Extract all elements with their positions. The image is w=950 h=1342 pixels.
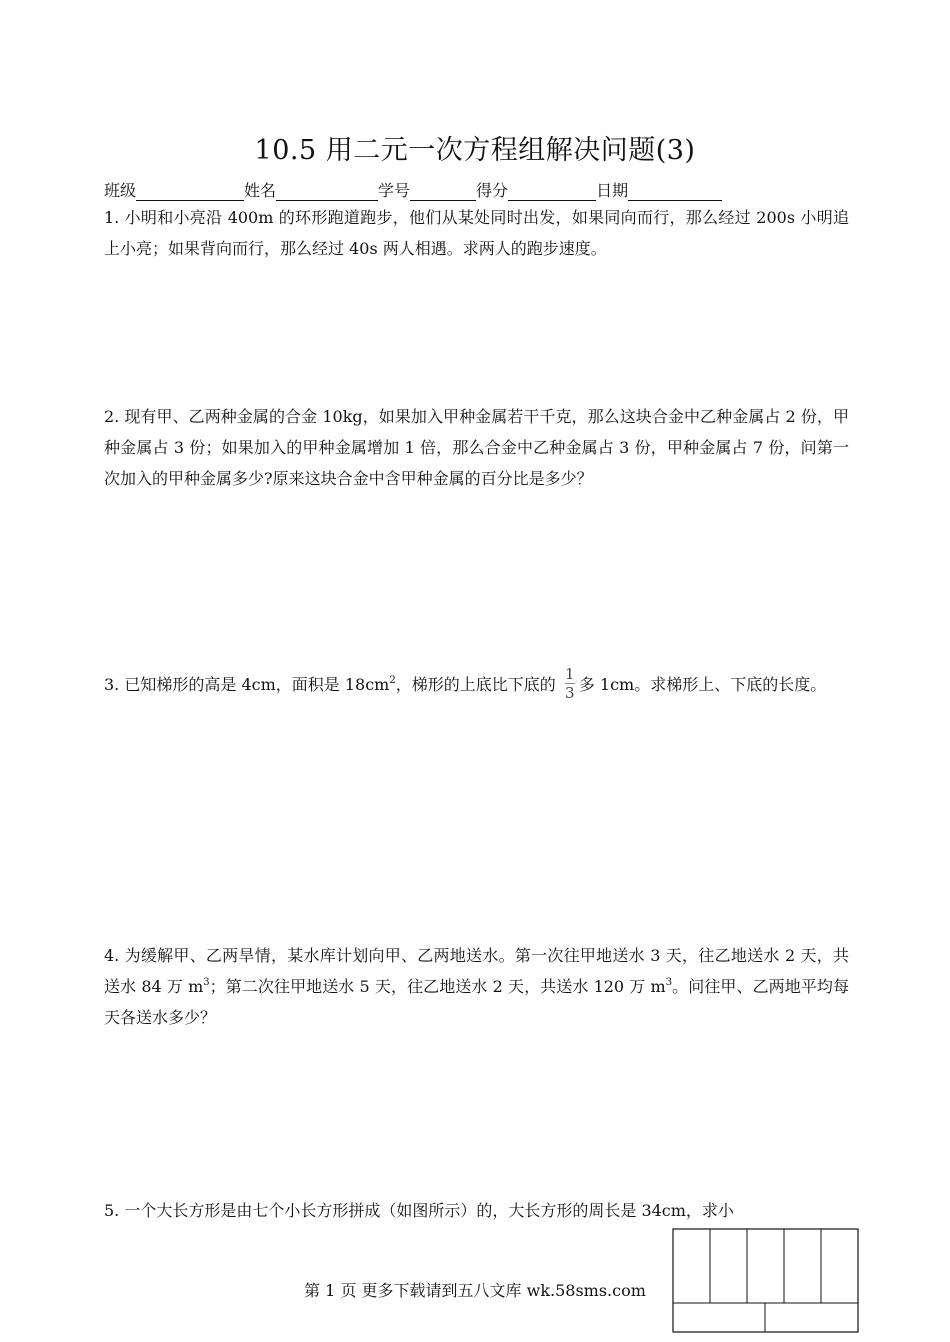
page-title: 10.5 用二元一次方程组解决问题(3): [254, 135, 696, 166]
score-blank: [508, 182, 596, 201]
superscript-2: 2: [389, 675, 396, 686]
name-label: 姓名: [244, 181, 277, 200]
class-blank: [136, 182, 244, 201]
id-label: 学号: [378, 181, 411, 200]
question-4-text-c: 。问往甲、乙两地平均每天各送水多少？: [104, 977, 849, 1027]
class-label: 班级: [104, 181, 137, 200]
question-3-text-a: 3. 已知梯形的高是 4cm，面积是 18cm: [104, 675, 390, 694]
question-3-text-c: 多 1cm。求梯形上、下底的长度。: [578, 675, 827, 694]
page-footer: 第 1 页 更多下载请到五八文库 wk.58sms.com: [304, 1281, 646, 1300]
fraction-one-third: [565, 665, 575, 702]
date-label: 日期: [596, 181, 629, 200]
question-3-text-b: ，梯形的上底比下底的: [395, 675, 556, 694]
question-1: [104, 202, 849, 264]
student-info-row: [104, 178, 722, 201]
id-blank: [410, 182, 476, 201]
question-4-text-b: ；第二次往甲地送水 5 天，往乙地送水 2 天，共送水 120 万 m: [209, 977, 666, 996]
question-5: [104, 1195, 849, 1226]
question-4: [104, 940, 849, 1033]
question-5-text: 5. 一个大长方形是由七个小长方形拼成（如图所示）的，大长方形的周长是 34cm，求小: [104, 1201, 734, 1220]
name-blank: [276, 182, 378, 201]
question-2: [104, 401, 849, 494]
fraction-numerator: 1: [565, 665, 575, 683]
question-1-text: 1. 小明和小亮沿 400m 的环形跑道跑步，他们从某处同时出发，如果同向而行，那么经过 200s 小明追上小亮；如果背向而行，那么经过 40s 两人相遇。求两人的跑步速度。: [104, 208, 849, 258]
date-blank: [628, 182, 722, 201]
fraction-denominator: 3: [565, 684, 575, 702]
question-4-text-a: 4. 为缓解甲、乙两旱情，某水库计划向甲、乙两地送水。第一次往甲地送水 3 天，往乙地送水 2 天，共送水 84 万 m: [104, 946, 849, 996]
question-3: [104, 664, 849, 706]
score-label: 得分: [476, 181, 509, 200]
superscript-3a: 3: [203, 977, 210, 988]
question-2-text: 2. 现有甲、乙两种金属的合金 10kg，如果加入甲种金属若干千克，那么这块合金中乙种金属占 2 份，甲种金属占 3 份；如果加入的甲种金属增加 1 倍，那么合金中乙种金属占 3 份，甲种金属占 7 份，问第一次加入的甲种金属多少?原来这块合金中含甲种金属的百分比是多少？: [104, 407, 849, 488]
superscript-3b: 3: [665, 977, 673, 988]
